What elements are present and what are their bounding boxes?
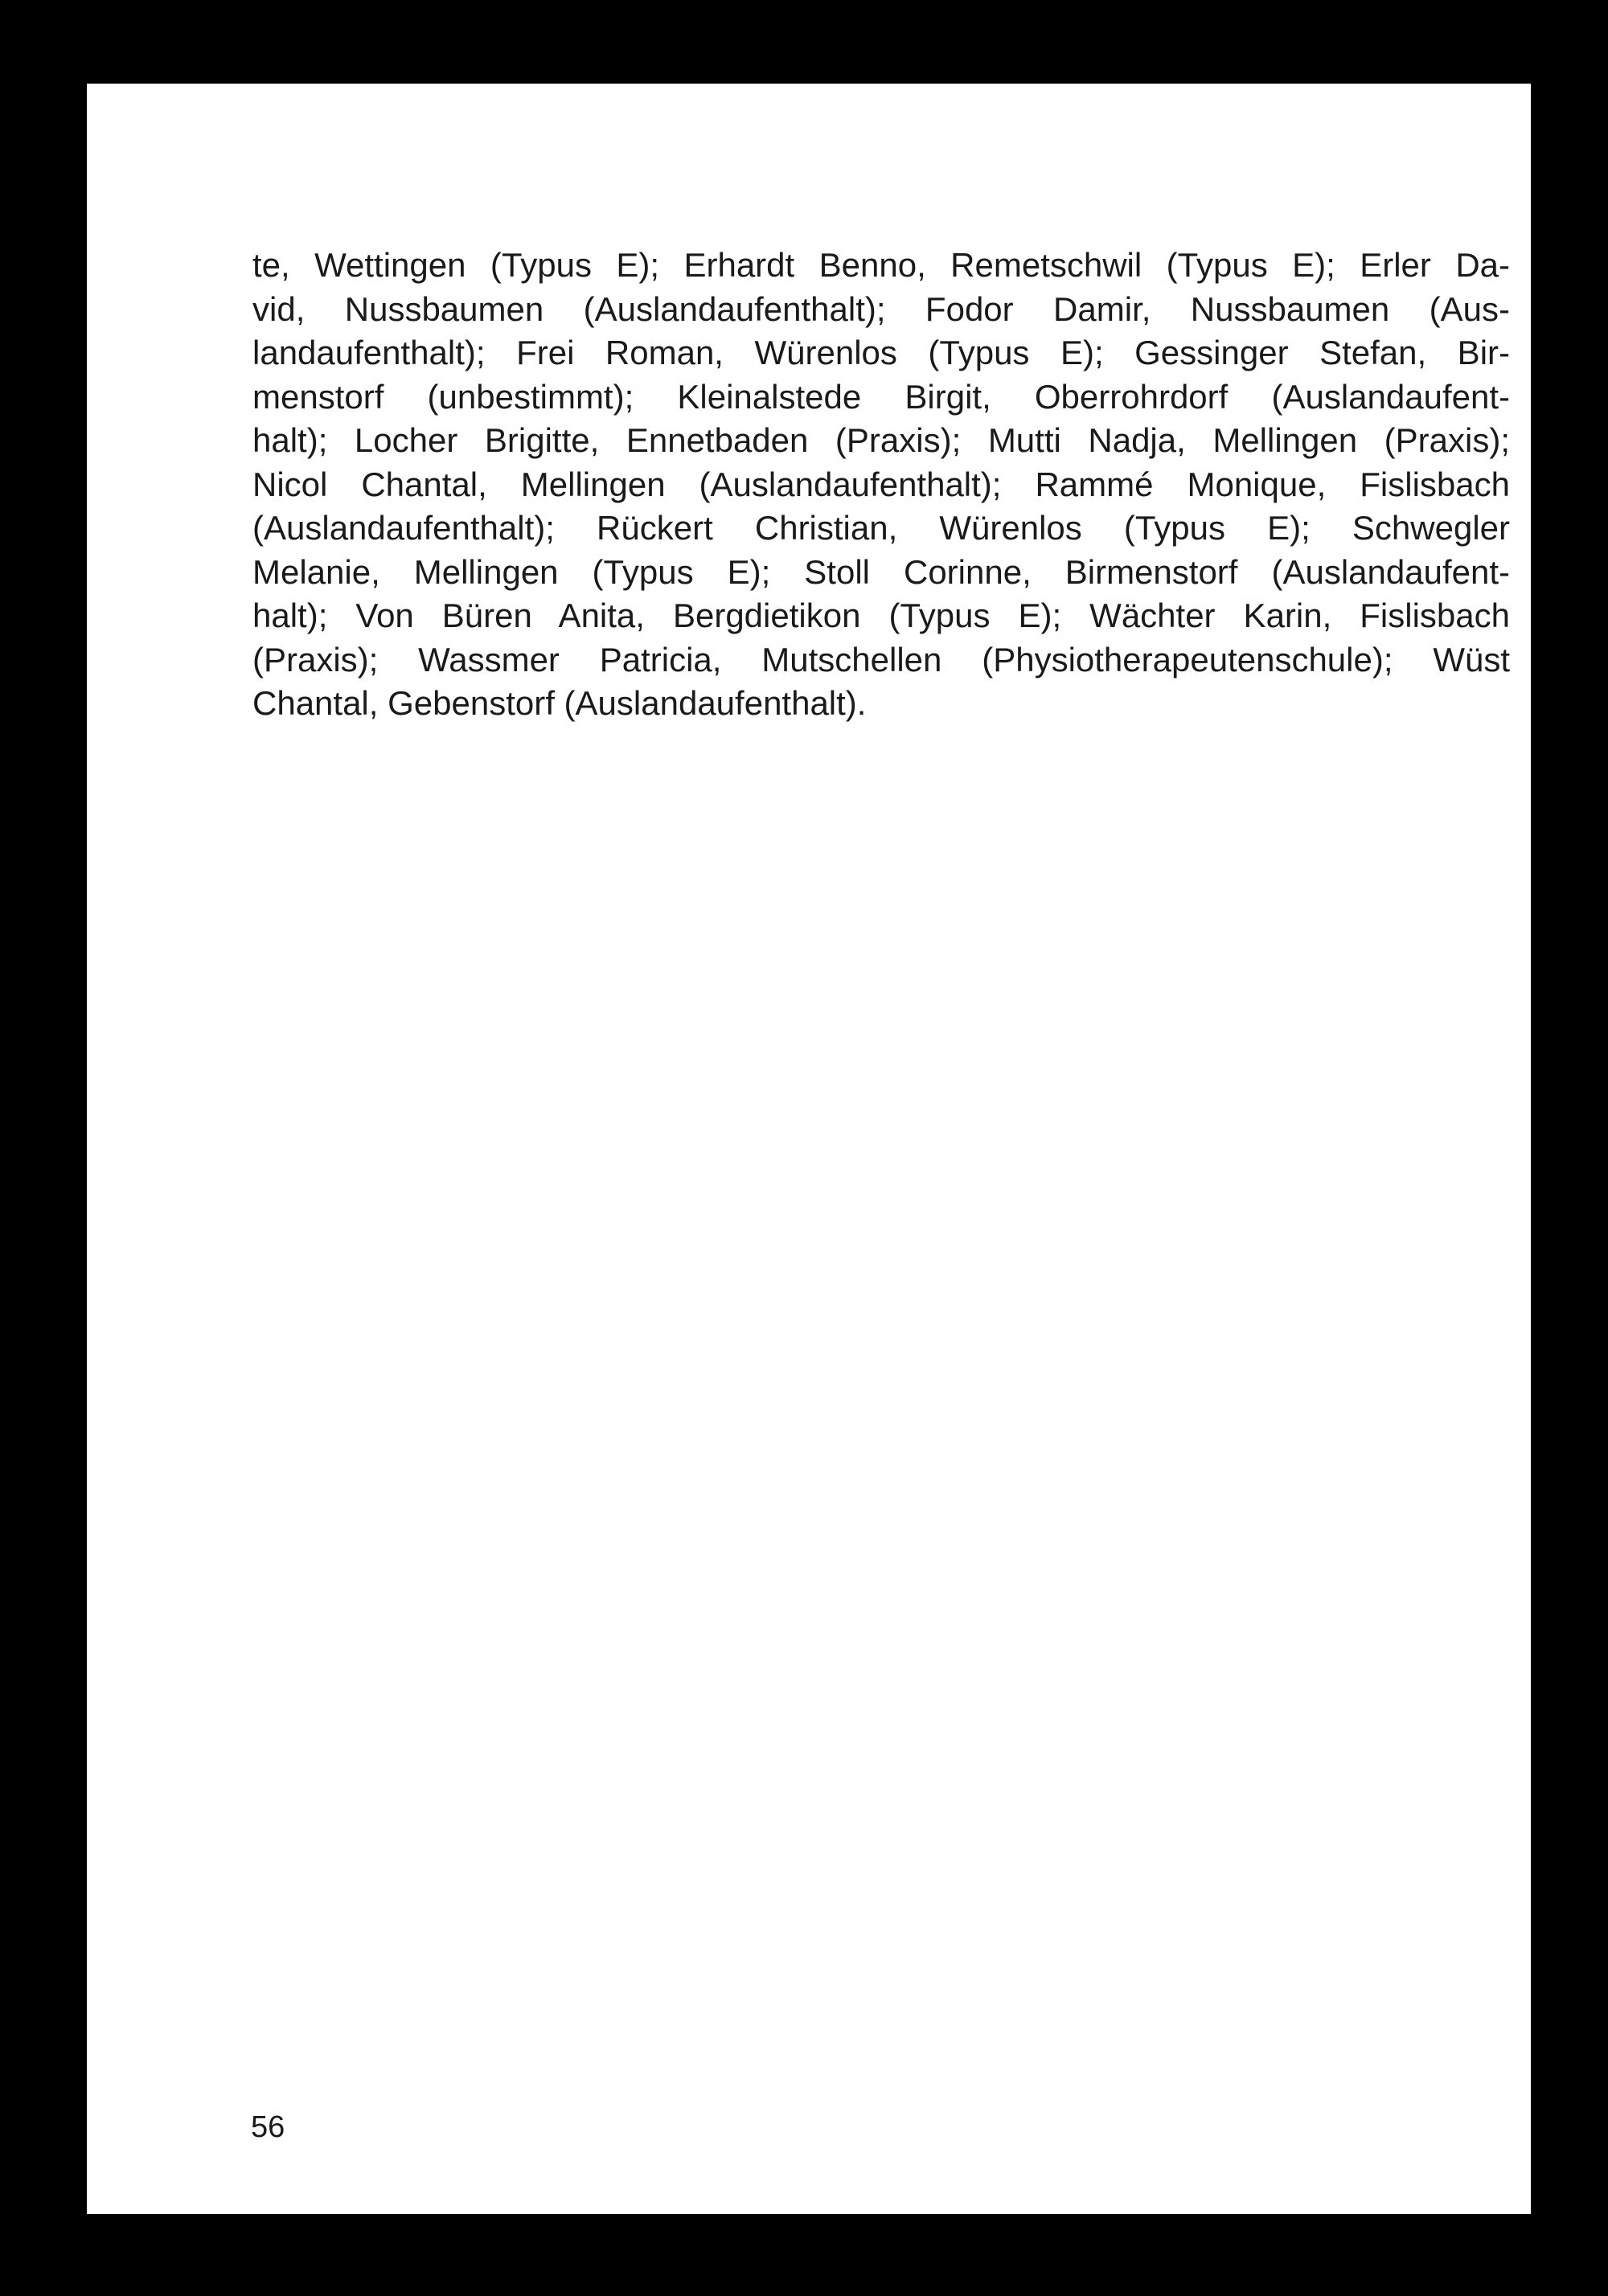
- text-line: (Praxis); Wassmer Patricia, Mutschellen (Physiotherapeutenschule); Wüst: [252, 640, 1510, 679]
- body-paragraph: [252, 244, 1510, 726]
- text-line: halt); Von Büren Anita, Bergdietikon (Typus E); Wächter Karin, Fislisbach: [252, 597, 1510, 634]
- text-line: te, Wettingen (Typus E); Erhardt Benno, Remetschwil (Typus E); Erler Da-: [252, 246, 1510, 284]
- text-line: Melanie, Mellingen (Typus E); Stoll Corinne, Birmenstorf (Auslandaufent-: [252, 552, 1510, 591]
- page-number: 56: [251, 2110, 285, 2144]
- text-line: halt); Locher Brigitte, Ennetbaden (Praxis); Mutti Nadja, Mellingen (Praxis);: [252, 421, 1510, 459]
- text-line: vid, Nussbaumen (Auslandaufenthalt); Fodor Damir, Nussbaumen (Aus-: [252, 289, 1510, 328]
- text-line: menstorf (unbestimmt); Kleinalstede Birgit, Oberrohrdorf (Auslandaufent-: [252, 377, 1510, 416]
- text-line: landaufenthalt); Frei Roman, Würenlos (Typus E); Gessinger Stefan, Bir-: [252, 334, 1510, 371]
- text-line: Chantal, Gebenstorf (Auslandaufenthalt).: [252, 684, 867, 722]
- text-line: (Auslandaufenthalt); Rückert Christian, Würenlos (Typus E); Schwegler: [252, 509, 1510, 547]
- text-line: Nicol Chantal, Mellingen (Auslandaufenthalt); Rammé Monique, Fislisbach: [252, 465, 1510, 503]
- document-page: [87, 84, 1531, 2214]
